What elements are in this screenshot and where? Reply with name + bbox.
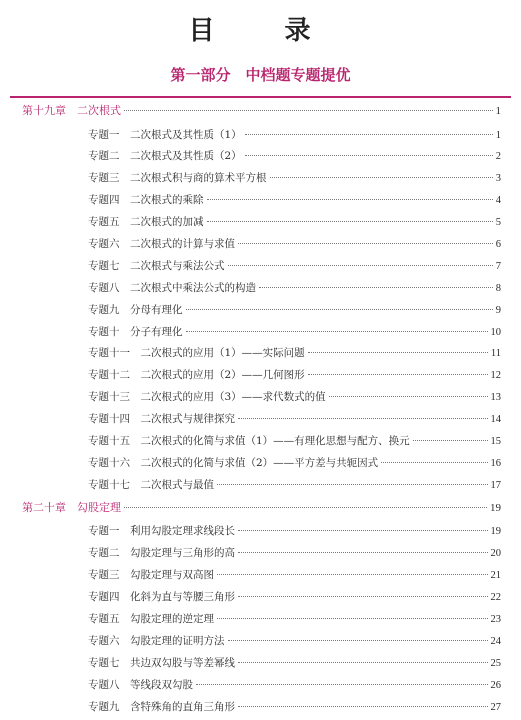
dot-leader — [186, 309, 493, 310]
toc-page-number: 1 — [495, 130, 501, 141]
toc-entry-label: 专题二 二次根式及其性质（2） — [88, 150, 242, 162]
toc-topic-entry — [88, 634, 501, 649]
toc-page-number: 7 — [495, 261, 501, 272]
toc-page-number: 1 — [495, 105, 501, 117]
toc-page-number: 14 — [490, 414, 501, 425]
toc-page-number: 21 — [490, 570, 501, 581]
dot-leader — [238, 706, 488, 707]
toc-topic-entry — [88, 678, 501, 693]
toc-topic-entry — [88, 546, 501, 561]
toc-page-number: 13 — [490, 392, 501, 403]
dot-leader — [245, 155, 493, 156]
toc-page-number: 19 — [490, 502, 501, 514]
toc-entry-label: 专题五 二次根式的加减 — [88, 216, 204, 228]
toc-page-number: 26 — [490, 680, 501, 691]
toc-entry-label: 专题十二 二次根式的应用（2）——几何图形 — [88, 369, 305, 381]
toc-topic-entry — [88, 128, 501, 143]
page-title: 目 录 — [188, 16, 333, 46]
dot-leader — [228, 265, 493, 266]
toc-page-number: 2 — [495, 151, 501, 162]
toc-entry-label: 专题九 含特殊角的直角三角形 — [88, 701, 235, 713]
toc-page-number: 10 — [490, 327, 501, 338]
dot-leader — [238, 662, 488, 663]
toc-topic-entry — [88, 656, 501, 671]
toc-topic-entry — [88, 215, 501, 230]
toc-entry-label: 专题十 分子有理化 — [88, 326, 183, 338]
toc-page-number: 24 — [490, 636, 501, 647]
toc-entry-label: 专题七 二次根式与乘法公式 — [88, 260, 225, 272]
toc-entry-label: 专题二 勾股定理与三角形的高 — [88, 547, 235, 559]
toc-topic-entry — [88, 325, 501, 340]
toc-entry-label: 专题十一 二次根式的应用（1）——实际问题 — [88, 347, 305, 359]
toc-entry-label: 第二十章 勾股定理 — [22, 501, 121, 514]
dot-leader — [124, 110, 493, 111]
dot-leader — [217, 574, 488, 575]
toc-page-number: 17 — [490, 480, 501, 491]
toc-entry-label: 专题三 二次根式积与商的算术平方根 — [88, 172, 267, 184]
toc-page-number: 3 — [495, 173, 501, 184]
dot-leader — [217, 484, 488, 485]
dot-leader — [238, 418, 488, 419]
dot-leader — [228, 640, 488, 641]
toc-page-number: 9 — [495, 305, 501, 316]
toc-topic-entry — [88, 478, 501, 493]
toc-topic-entry — [88, 590, 501, 605]
toc-topic-entry — [88, 434, 501, 449]
toc-topic-entry — [88, 237, 501, 252]
toc-page-number: 6 — [495, 239, 501, 250]
toc-topic-entry — [88, 346, 501, 361]
toc-page-number: 25 — [490, 658, 501, 669]
toc-page-number: 15 — [490, 436, 501, 447]
dot-leader — [270, 177, 493, 178]
toc-page-number: 4 — [495, 195, 501, 206]
toc-entry-label: 专题九 分母有理化 — [88, 304, 183, 316]
dot-leader — [207, 221, 493, 222]
toc-topic-entry — [88, 193, 501, 208]
toc-page-number: 5 — [495, 217, 501, 228]
dot-leader — [196, 684, 488, 685]
toc-entry-label: 专题三 勾股定理与双高图 — [88, 569, 214, 581]
toc-page-number: 20 — [490, 548, 501, 559]
toc-topic-entry — [88, 259, 501, 274]
toc-topic-entry — [88, 700, 501, 715]
dot-leader — [207, 199, 493, 200]
dot-leader — [413, 440, 488, 441]
toc-entry-label: 专题六 二次根式的计算与求值 — [88, 238, 235, 250]
toc-topic-entry — [88, 568, 501, 583]
toc-page-number: 8 — [495, 283, 501, 294]
toc-entry-label: 专题五 勾股定理的逆定理 — [88, 613, 214, 625]
toc-topic-entry — [88, 149, 501, 164]
toc-page-number: 23 — [490, 614, 501, 625]
toc-page-number: 12 — [490, 370, 501, 381]
dot-leader — [238, 530, 488, 531]
dot-leader — [238, 596, 488, 597]
toc-topic-entry — [88, 390, 501, 405]
toc-entry-label: 专题一 二次根式及其性质（1） — [88, 129, 242, 141]
toc-entry-label: 专题四 二次根式的乘除 — [88, 194, 204, 206]
part-title: 第一部分 中档题专题提优 — [170, 66, 351, 84]
toc-page-number: 16 — [490, 458, 501, 469]
toc-entry-label: 专题十七 二次根式与最值 — [88, 479, 214, 491]
toc-topic-entry — [88, 456, 501, 471]
dot-leader — [308, 352, 488, 353]
toc-topic-entry — [88, 412, 501, 427]
dot-leader — [238, 243, 493, 244]
toc-entry-label: 专题六 勾股定理的证明方法 — [88, 635, 225, 647]
toc-entry-label: 专题八 等线段双勾股 — [88, 679, 193, 691]
dot-leader — [238, 552, 488, 553]
toc-page-number: 19 — [490, 526, 501, 537]
top-rule — [10, 96, 511, 98]
toc-topic-entry — [88, 612, 501, 627]
dot-leader — [186, 331, 488, 332]
dot-leader — [308, 374, 488, 375]
toc-entry-label: 专题四 化斜为直与等腰三角形 — [88, 591, 235, 603]
toc-page-number: 27 — [490, 702, 501, 713]
dot-leader — [259, 287, 493, 288]
toc-entry-label: 专题八 二次根式中乘法公式的构造 — [88, 282, 256, 294]
toc-topic-entry — [88, 303, 501, 318]
toc-entry-label: 专题一 利用勾股定理求线段长 — [88, 525, 235, 537]
toc-entry-label: 专题七 共边双勾股与等差幂线 — [88, 657, 235, 669]
toc-topic-entry — [88, 368, 501, 383]
toc-chapter-entry — [22, 104, 501, 118]
dot-leader — [245, 134, 493, 135]
dot-leader — [124, 507, 487, 508]
dot-leader — [217, 618, 488, 619]
dot-leader — [329, 396, 488, 397]
toc-chapter-entry — [22, 501, 501, 515]
toc-topic-entry — [88, 524, 501, 539]
toc-entry-label: 专题十六 二次根式的化简与求值（2）——平方差与共轭因式 — [88, 457, 379, 469]
toc-topic-entry — [88, 171, 501, 186]
dot-leader — [381, 462, 487, 463]
toc-entry-label: 第十九章 二次根式 — [22, 104, 121, 117]
toc-page-number: 11 — [490, 348, 501, 359]
toc-entry-label: 专题十四 二次根式与规律探究 — [88, 413, 235, 425]
toc-entry-label: 专题十五 二次根式的化简与求值（1）——有理化思想与配方、换元 — [88, 435, 410, 447]
toc-topic-entry — [88, 281, 501, 296]
toc-entry-label: 专题十三 二次根式的应用（3）——求代数式的值 — [88, 391, 326, 403]
toc-page-number: 22 — [490, 592, 501, 603]
